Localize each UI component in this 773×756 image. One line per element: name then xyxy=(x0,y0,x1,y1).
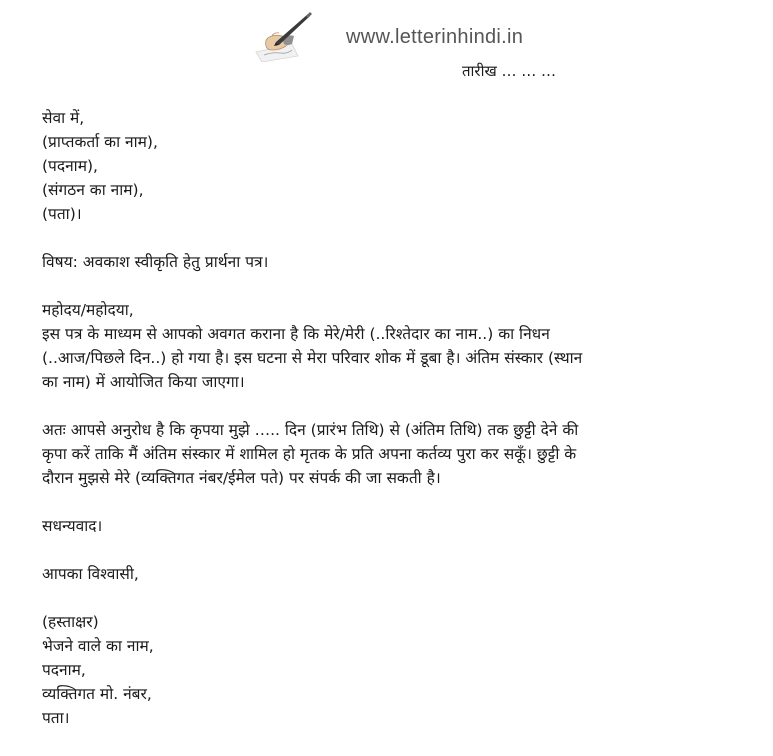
spacer xyxy=(42,226,742,250)
body-paragraph-1-line-1: इस पत्र के माध्यम से आपको अवगत कराना है कि मेरे/मेरी (..रिश्तेदार का नाम..) का निधन xyxy=(42,325,550,343)
recipient-name: (प्राप्तकर्ता का नाम), xyxy=(42,133,158,151)
body-paragraph-2-line-2: कृपा करें ताकि मैं अंतिम संस्कार में शामिल हो मृतक के प्रति अपना कर्तव्य पुरा कर सकूँ। छुट्टी के xyxy=(42,445,577,463)
recipient-organization: (संगठन का नाम), xyxy=(42,181,144,199)
recipient-designation: (पदनाम), xyxy=(42,157,98,175)
site-url: www.letterinhindi.in xyxy=(346,26,524,48)
date-line: तारीख … … … xyxy=(462,62,557,80)
closing-yours: आपका विश्वासी, xyxy=(42,565,139,583)
sender-phone: व्यक्तिगत मो. नंबर, xyxy=(42,685,152,703)
spacer xyxy=(42,274,742,298)
spacer xyxy=(42,394,742,418)
spacer xyxy=(42,490,742,514)
sender-address: पता। xyxy=(42,709,70,727)
greeting: महोदय/महोदया, xyxy=(42,301,134,319)
sender-name: भेजने वाले का नाम, xyxy=(42,637,154,655)
signature: (हस्ताक्षर) xyxy=(42,613,99,631)
spacer xyxy=(42,586,742,610)
spacer xyxy=(42,538,742,562)
body-paragraph-1-line-3: का नाम) में आयोजित किया जाएगा। xyxy=(42,373,245,391)
sender-designation: पदनाम, xyxy=(42,661,86,679)
letter-header xyxy=(0,0,773,90)
pen-writing-hand-icon xyxy=(252,8,314,62)
recipient-salutation: सेवा में, xyxy=(42,109,85,127)
body-paragraph-2-line-1: अतः आपसे अनुरोध है कि कृपया मुझे ….. दिन (प्रारंभ तिथि) से (अंतिम तिथि) तक छुट्टी देने की xyxy=(42,421,579,439)
recipient-address: (पता)। xyxy=(42,205,82,223)
body-paragraph-2-line-3: दौरान मुझसे मेरे (व्यक्तिगत नंबर/ईमेल पते) पर संपर्क की जा सकती है। xyxy=(42,469,441,487)
body-paragraph-1-line-2: (..आज/पिछले दिन..) हो गया है। इस घटना से मेरा परिवार शोक में डूबा है। अंतिम संस्कार (स्थान xyxy=(42,349,583,367)
subject-line: विषय: अवकाश स्वीकृति हेतु प्रार्थना पत्र। xyxy=(42,253,269,271)
closing-thanks: सधन्यवाद। xyxy=(42,517,103,535)
letter-body xyxy=(42,106,742,730)
